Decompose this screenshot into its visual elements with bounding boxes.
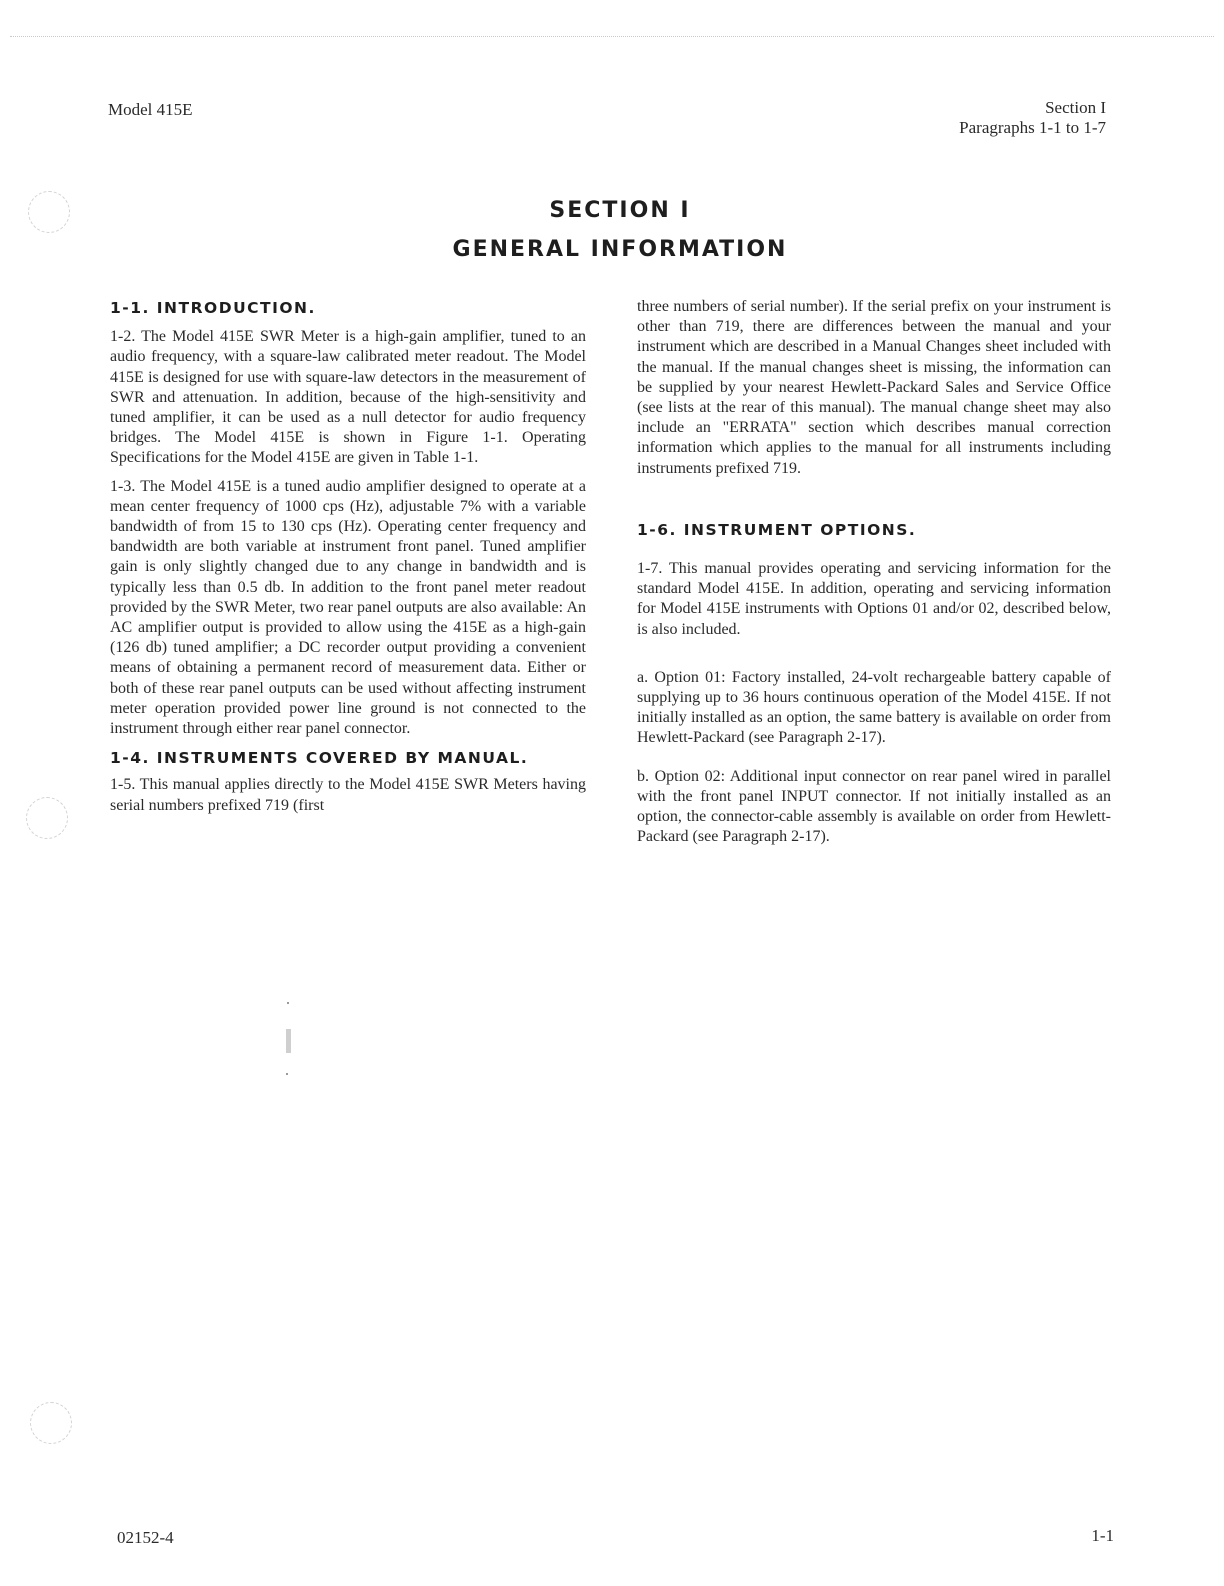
paragraph-1-2: 1-2. The Model 415E SWR Meter is a high-gain amplifier, tuned to an audio frequency, with a square-law calibrated meter readout. The Model 415E is designed for use with square-law detectors in the measurement of SWR and attenuation. In addition, because of the high-sensitivity and tuned amplifier, it can be used as a null detector for audio frequency bridges. The Model 415E is shown in Figure 1-1. Operating Specifications for the Model 415E are given in Table 1-1. bbox=[110, 328, 586, 467]
heading-instrument-options: 1-6. INSTRUMENT OPTIONS. bbox=[637, 520, 917, 539]
heading-introduction: 1-1. INTRODUCTION. bbox=[110, 299, 316, 317]
right-column bbox=[637, 297, 1111, 847]
binder-hole-middle bbox=[26, 797, 68, 839]
footer-doc-number: 02152-4 bbox=[117, 1528, 174, 1547]
section-title: SECTION I bbox=[549, 198, 691, 223]
paragraph-1-5-continued: three numbers of serial number). If the serial prefix on your instrument is other than 719, there are differences between the manual and your instrument which are described in a Manual Changes sheet included with the manual. If the manual changes sheet is missing, the information can be supplied by your nearest Hewlett-Packard Sales and Service Office (see lists at the rear of this manual). The manual change sheet may also include an "ERRATA" section which describes manual correction information which applies to the manual for all instruments including instruments prefixed 719. bbox=[637, 298, 1111, 477]
paragraph-option-02: b. Option 02: Additional input connector on rear panel wired in parallel with the front panel INPUT connector. If not initially installed as an option, the connector-cable assembly is available on order from Hewlett-Packard (see Paragraph 2-17). bbox=[637, 767, 1111, 846]
footer-page-number: 1-1 bbox=[1091, 1526, 1114, 1545]
header-model: Model 415E bbox=[108, 100, 193, 119]
header-paragraphs: Paragraphs 1-1 to 1-7 bbox=[959, 118, 1106, 137]
scan-speck bbox=[287, 1002, 289, 1004]
scan-artifact bbox=[286, 1029, 291, 1053]
paragraph-1-7: 1-7. This manual provides operating and servicing information for the standard Model 415E. In addition, operating and servicing information for Model 415E instruments with Options 01 and/or 02, described below, is also included. bbox=[637, 560, 1111, 638]
scan-top-edge bbox=[10, 36, 1214, 37]
paragraph-1-3: 1-3. The Model 415E is a tuned audio amplifier designed to operate at a mean center frequency of 1000 cps (Hz), adjustable 7% with a variable bandwidth of from 15 to 130 cps (Hz). Operating center frequency and bandwidth are both variable at instrument front panel. Tuned amplifier gain is only slightly changed due to any change in bandwidth and is typically less than 0.5 db. In addition to the front panel meter readout provided by the SWR Meter, two rear panel outputs are also available: An AC amplifier output is provided to allow using the 415E as a high-gain (126 db) tuned amplifier; a DC recorder output providing a convenient means of obtaining a permanent record of measurement data. Either or both of these rear panel outputs can be used without affecting instrument meter operation provided power line ground is not connected to the instrument through either rear panel connector. bbox=[110, 477, 586, 738]
scan-speck bbox=[286, 1073, 288, 1075]
left-column bbox=[110, 298, 586, 816]
header-section-info bbox=[959, 98, 1106, 138]
paragraph-1-5-start: 1-5. This manual applies directly to the Model 415E SWR Meters having serial numbers prefixed 719 (first bbox=[110, 776, 586, 814]
heading-instruments-covered: 1-4. INSTRUMENTS COVERED BY MANUAL. bbox=[110, 749, 529, 768]
header-section: Section I bbox=[1045, 98, 1106, 117]
paragraph-option-01: a. Option 01: Factory installed, 24-volt rechargeable battery capable of supplying up to 36 hours continuous operation of the Model 415E. If not initially installed as an option, the same battery is available on order from Hewlett-Packard (see Paragraph 2-17). bbox=[637, 668, 1111, 747]
section-subtitle: GENERAL INFORMATION bbox=[452, 237, 788, 262]
binder-hole-bottom bbox=[30, 1402, 72, 1444]
